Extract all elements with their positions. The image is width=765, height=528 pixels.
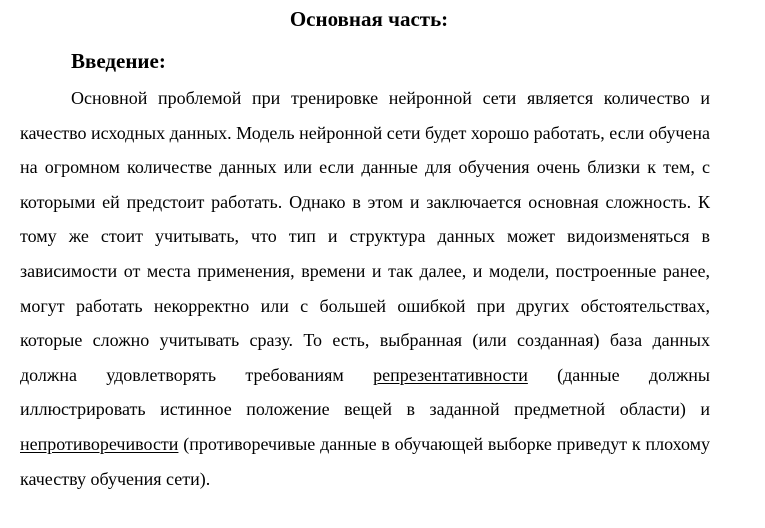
- term-consistency: непротиворечивости: [20, 433, 179, 454]
- main-heading: Основная часть:: [289, 7, 449, 31]
- body-paragraph: [20, 81, 710, 496]
- paragraph-text-1: Основной проблемой при тренировке нейронной сети является количество и качество исходных данных. Модель нейронной сети будет хорошо работать, если обучена на огромном количестве данных или если данные для обучения очень близки к тем, с которыми ей предстоит работать. Однако в этом и заключается основная сложность. К тому же стоит учитывать, что тип и структура данных может видоизменяться в зависимости от места применения, времени и так далее, и модели, построенные ранее, могут работать некорректно или с большей ошибкой при других обстоятельствах, которые сложно учитывать сразу. То есть, выбранная (или созданная) база данных должна удовлетворять требованиям: [20, 88, 710, 385]
- paragraph-text-3: (противоречивые данные в обучающей выборке приведут к плохому качеству обучения сети).: [20, 433, 710, 489]
- term-representativeness: репрезентативности: [373, 364, 528, 385]
- section-heading: Введение:: [71, 49, 166, 73]
- paragraph-text-2: (данные должны иллюстрировать истинное положение вещей в заданной предметной области) и: [20, 364, 710, 420]
